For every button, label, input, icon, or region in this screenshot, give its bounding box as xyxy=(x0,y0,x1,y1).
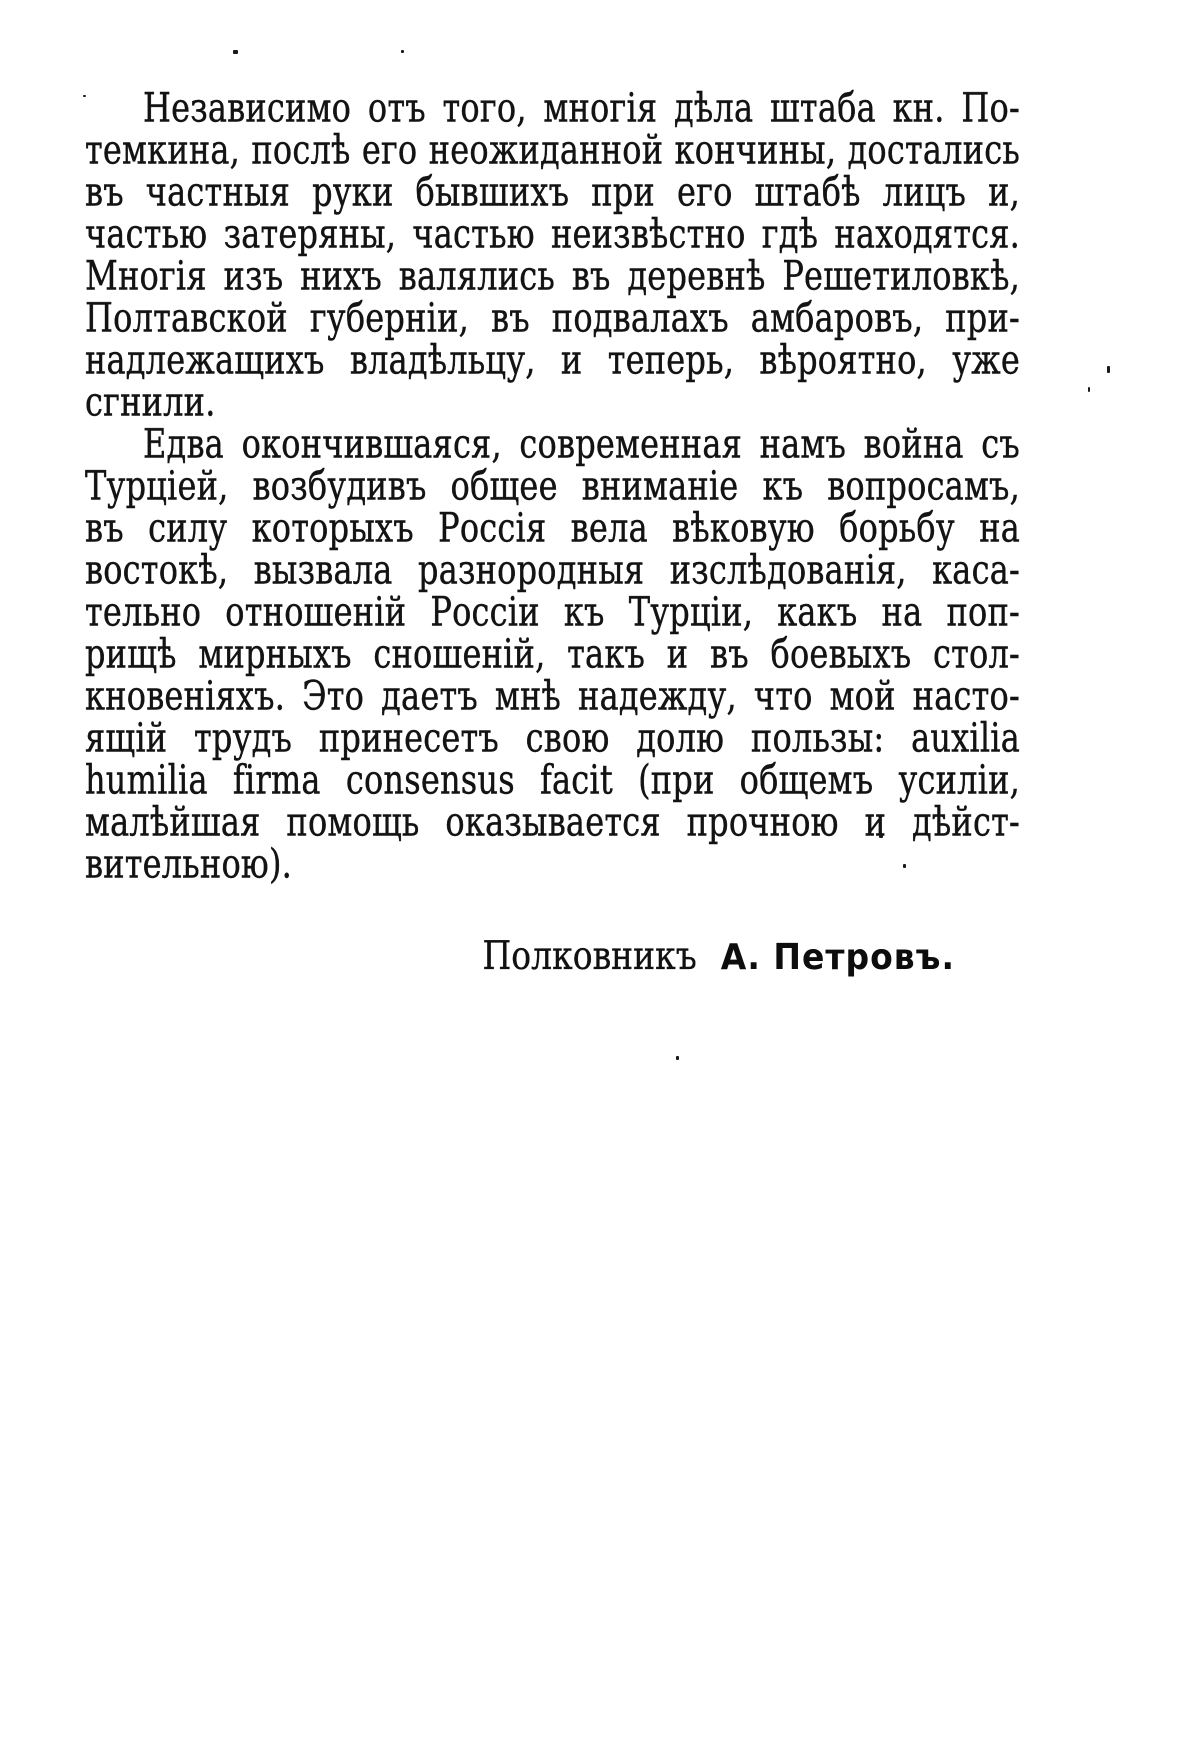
text-line: малѣйшая помощь оказывается прочною и дѣйст- xyxy=(85,797,1020,846)
scan-speck xyxy=(1107,366,1110,373)
signature-line xyxy=(482,932,956,979)
text-line: темкина, послѣ его неожиданной кончины, достались xyxy=(85,125,1020,174)
signature-name: А. Петровъ. xyxy=(720,935,955,978)
text-line: въ частныя руки бывшихъ при его штабѣ лицъ и, xyxy=(85,167,1020,216)
body-text xyxy=(85,83,1020,888)
text-line: тельно отношеній Россіи къ Турціи, какъ на поп- xyxy=(85,587,1020,636)
text-line: частью затеряны, частью неизвѣстно гдѣ находятся. xyxy=(85,209,1020,258)
text-line: ящій трудъ принесетъ свою долю пользы: auxilia xyxy=(85,713,1020,762)
text-line: вительною). xyxy=(85,839,293,888)
paragraph-2 xyxy=(85,419,1020,888)
signature-rank: Полковникъ xyxy=(482,932,697,979)
text-line: сгнили. xyxy=(85,377,216,426)
text-line: Многія изъ нихъ валялись въ деревнѣ Решетиловкѣ, xyxy=(85,251,1020,300)
text-line: кновеніяхъ. Это даетъ мнѣ надежду, что мой насто- xyxy=(85,671,1020,720)
text-line: Независимо отъ того, многія дѣла штаба кн. По- xyxy=(143,83,1020,132)
text-line: рищѣ мирныхъ сношеній, такъ и въ боевыхъ стол- xyxy=(85,629,1020,678)
scan-speck xyxy=(401,50,404,53)
paragraph-1 xyxy=(85,83,1020,426)
text-line: humilia firma consensus facit (при общемъ усиліи, xyxy=(85,755,1020,804)
scan-speck xyxy=(1088,387,1090,392)
text-line: востокѣ, вызвала разнородныя изслѣдованія, каса- xyxy=(85,545,1020,594)
text-line: Турціей, возбудивъ общее вниманіе къ вопросамъ, xyxy=(85,461,1020,510)
text-line: Полтавской губерніи, въ подвалахъ амбаровъ, при- xyxy=(85,293,1020,342)
scan-speck xyxy=(676,1056,679,1060)
scan-speck xyxy=(233,50,238,54)
text-line: Едва окончившаяся, современная намъ война съ xyxy=(143,419,1020,468)
text-line: въ силу которыхъ Россія вела вѣковую борьбу на xyxy=(85,503,1020,552)
text-line: надлежащихъ владѣльцу, и теперь, вѣроятно, уже xyxy=(85,335,1020,384)
